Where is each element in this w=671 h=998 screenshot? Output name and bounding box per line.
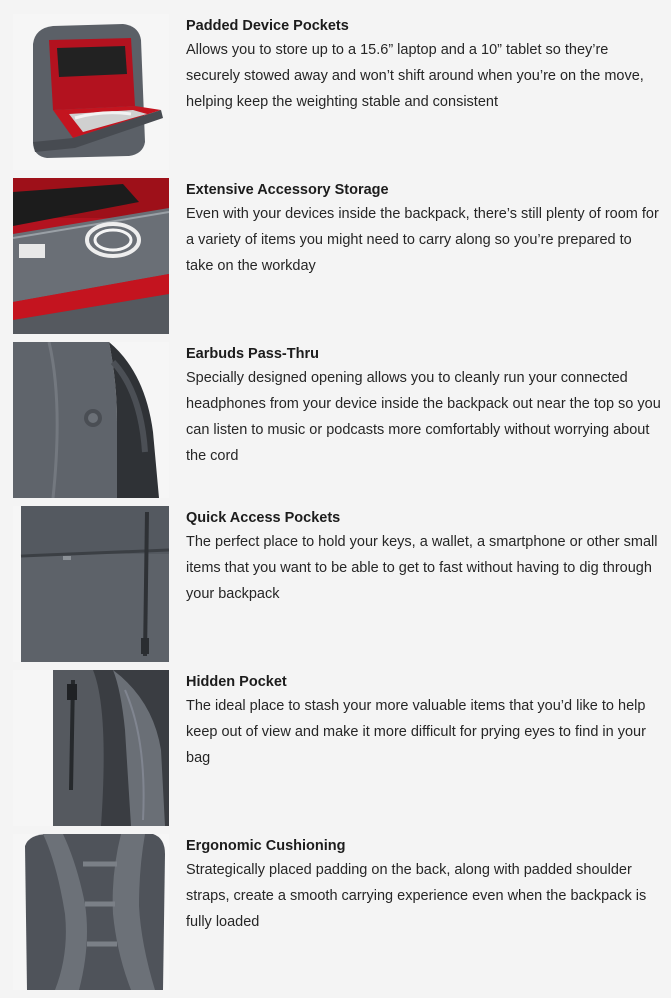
feature-image-ergonomic-cushioning <box>13 834 169 990</box>
feature-image-quick-access-pockets <box>13 506 169 662</box>
feature-row-ergonomic-cushioning <box>0 834 671 998</box>
feature-text <box>186 342 662 469</box>
feature-title: Ergonomic Cushioning <box>186 838 346 854</box>
feature-row-earbuds-pass-thru <box>0 342 671 506</box>
feature-row-padded-device-pockets <box>0 14 671 178</box>
earbud-port-icon <box>13 342 169 498</box>
feature-image-padded-device-pockets <box>13 14 169 170</box>
feature-image-hidden-pocket <box>13 670 169 826</box>
hidden-zipper-pocket-icon <box>13 670 169 826</box>
feature-title: Hidden Pocket <box>186 674 287 690</box>
feature-image-extensive-accessory-storage <box>13 178 169 334</box>
feature-text <box>186 14 662 115</box>
feature-description: Specially designed opening allows you to cleanly run your connected headphones from your device inside the backpack out near the top so you can listen to music or podcasts more comfortably without worrying about the cord <box>186 370 661 464</box>
feature-image-earbuds-pass-thru <box>13 342 169 498</box>
feature-text <box>186 506 662 607</box>
feature-row-hidden-pocket <box>0 670 671 834</box>
shoulder-straps-icon <box>13 834 169 990</box>
feature-description: The perfect place to hold your keys, a wallet, a smartphone or other small items that you want to be able to get to fast without having to dig through your backpack <box>186 534 658 602</box>
feature-title: Earbuds Pass-Thru <box>186 346 319 362</box>
feature-text <box>186 670 662 771</box>
feature-title: Quick Access Pockets <box>186 510 341 526</box>
open-laptop-compartment-icon <box>13 14 169 170</box>
feature-text <box>186 178 662 279</box>
feature-description: Even with your devices inside the backpack, there’s still plenty of room for a variety of items you might need to carry along so you’re prepared to take on the workday <box>186 206 659 274</box>
feature-row-extensive-accessory-storage <box>0 178 671 342</box>
feature-text <box>186 834 662 935</box>
feature-title: Padded Device Pockets <box>186 18 349 34</box>
front-pocket-icon <box>13 506 169 662</box>
feature-description: Allows you to store up to a 15.6” laptop and a 10” tablet so they’re securely stowed away and won’t shift around when you’re on the move, helping keep the weighting stable and consistent <box>186 42 644 110</box>
feature-description: Strategically placed padding on the back, along with padded shoulder straps, create a smooth carrying experience even when the backpack is fully loaded <box>186 862 647 930</box>
feature-description: The ideal place to stash your more valuable items that you’d like to help keep out of view and make it more difficult for prying eyes to find in your bag <box>186 698 646 766</box>
accessory-pocket-icon <box>13 178 169 334</box>
feature-row-quick-access-pockets <box>0 506 671 670</box>
feature-title: Extensive Accessory Storage <box>186 182 389 198</box>
